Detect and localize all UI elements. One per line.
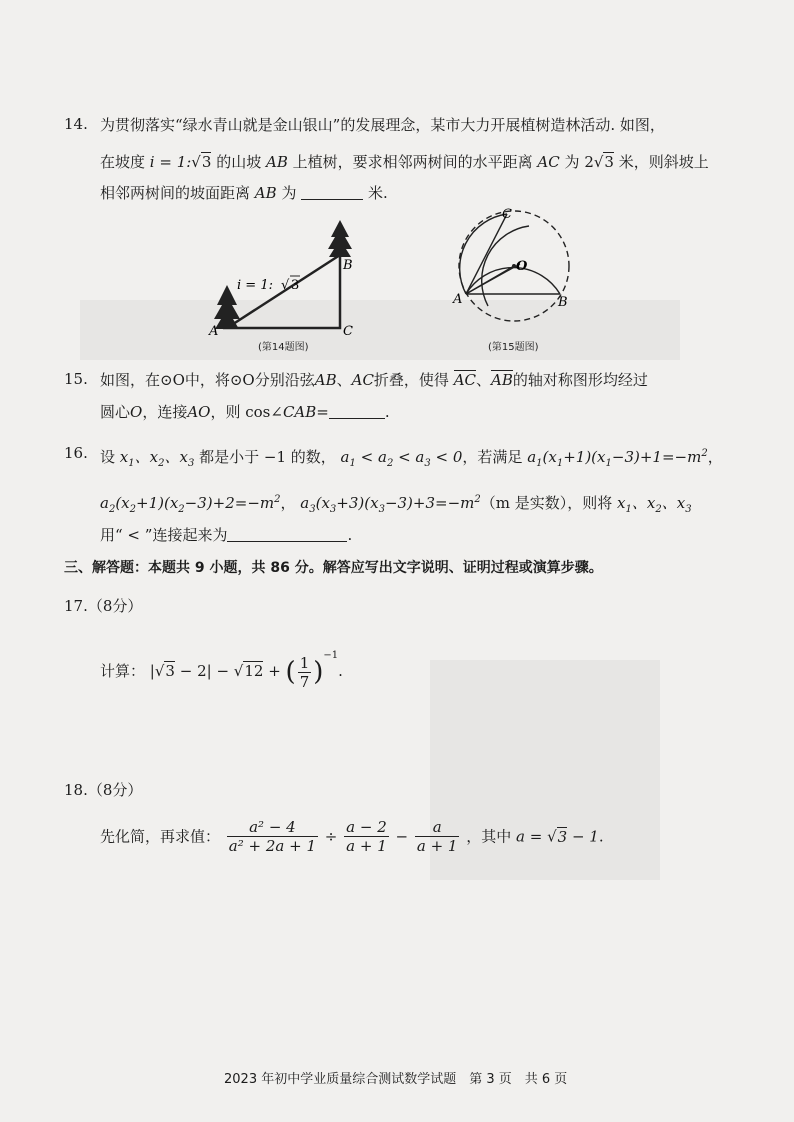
variables-x: $x_1$、$x_2$、$x_3$ bbox=[119, 448, 195, 469]
arc-label: AC bbox=[453, 371, 477, 389]
answer-blank[interactable] bbox=[329, 402, 385, 419]
q15-text: 、 bbox=[476, 371, 492, 389]
figure-14-caption: (第14题图) bbox=[258, 342, 309, 353]
q15-text: 折叠，使得 bbox=[373, 371, 449, 389]
q14-text: 上植树，要求相邻两树间的水平距离 bbox=[292, 153, 533, 171]
q15-text: = bbox=[316, 403, 329, 421]
point-O-label: O bbox=[516, 259, 528, 274]
question-16-line-2: $a_2(x_2+1)(x_2-3)+2=-m^2$， $a_3(x_3+3)(x_3-3)+3=-m^2(m$ 是实数），则将 $x_1$、$x_2$、$x_3$ bbox=[100, 494, 692, 515]
q18-text: ，其中 bbox=[466, 827, 512, 846]
slope-label: i = 1: bbox=[237, 278, 273, 293]
q15-text: 的轴对称图形均经过 bbox=[512, 371, 648, 389]
q14-text: 为 bbox=[564, 153, 580, 171]
question-15-line-1 bbox=[100, 370, 648, 390]
q14-text: 的山坡 bbox=[216, 153, 262, 171]
angle-label: CAB bbox=[282, 403, 317, 421]
arc-label: AB bbox=[491, 371, 513, 389]
question-17-expression: 计算： |√3 − 2| − √12 + ( $\frac{1}{7}$ )$^{-1}$. bbox=[100, 650, 343, 691]
equation-2: $a_2(x_2+1)(x_2-3)+2=-m^2$ bbox=[100, 494, 281, 515]
figure-15-caption: (第15题图) bbox=[488, 342, 539, 353]
sqrt-operand: 3 bbox=[201, 153, 212, 171]
question-14-line-2: 在坡度 i = 1:√3 的山坡 AB 上植树，要求相邻两树间的水平距离 AC 为 2√3 米，则斜坡上 bbox=[100, 153, 709, 171]
q16-text: 用“ < ”连接起来为 bbox=[100, 526, 228, 544]
figure-14-slope bbox=[205, 215, 365, 345]
point-B-label: B bbox=[558, 295, 568, 310]
question-15-line-2 bbox=[100, 402, 390, 422]
q16-text: 都是小于 −1 的数， bbox=[199, 448, 336, 466]
q16-text: ，若满足 bbox=[462, 448, 523, 466]
point-C-label: C bbox=[343, 324, 353, 339]
q16-text: 设 bbox=[100, 448, 116, 466]
answer-blank[interactable] bbox=[227, 525, 347, 542]
segment-label: AC bbox=[537, 153, 560, 171]
q14-text: 相邻两树间的坡面距离 bbox=[100, 184, 251, 202]
slope-sqrt-operand: 3 bbox=[291, 278, 300, 293]
point-label: O bbox=[130, 403, 143, 421]
variables-x: $x_1$、$x_2$、$x_3$ bbox=[617, 494, 692, 515]
coefficient: 2 bbox=[584, 153, 594, 171]
question-14-number: 14. bbox=[64, 115, 88, 133]
sqrt-operand: 3 bbox=[604, 153, 614, 171]
q16-text: . bbox=[347, 526, 353, 544]
chord-label: AB bbox=[314, 371, 337, 389]
q14-text: 米. bbox=[368, 184, 388, 202]
q16-text: （m 是实数），则将 bbox=[480, 494, 613, 512]
q17-text: . bbox=[338, 662, 343, 680]
question-15-number: 15. bbox=[64, 370, 88, 388]
inequality-a: $a_1 < a_2 < a_3 < 0$ bbox=[340, 448, 463, 469]
equation-3: $a_3(x_3+3)(x_3-3)+3=-m^2$ bbox=[300, 494, 481, 515]
point-B-label: B bbox=[343, 258, 353, 273]
point-C-label: C bbox=[502, 207, 512, 222]
q15-text: . bbox=[384, 403, 390, 421]
question-14-line-1 bbox=[100, 115, 665, 135]
fraction-3: $\frac{a}{a + 1}$ bbox=[416, 818, 458, 855]
point-A-label: A bbox=[209, 324, 219, 339]
section-3-heading: 三、解答题：本题共 9 小题，共 86 分。解答应写出文字说明、证明过程或演算步骤。 bbox=[64, 560, 603, 576]
question-16-line-1: 设 $x_1$、$x_2$、$x_3$ 都是小于 −1 的数， $a_1 < a_2 < a_3 < 0$，若满足 $a_1(x_1+1)(x_1-3)+1=-m^2$， bbox=[100, 448, 723, 469]
question-17-number: 17.（8分） bbox=[64, 597, 143, 615]
q15-text: 圆心 bbox=[100, 403, 131, 421]
slope-radical: √ bbox=[281, 278, 290, 293]
segment-label: AB bbox=[254, 184, 277, 202]
exponent: −1 bbox=[323, 650, 339, 661]
answer-blank[interactable] bbox=[301, 183, 363, 200]
q14-text: 为贯彻落实“绿水青山就是金山银山”的发展理念，某市大力开展植树造林活动. 如图， bbox=[100, 116, 665, 134]
q18-text: . bbox=[598, 827, 604, 846]
segment-label: AB bbox=[265, 153, 288, 171]
fraction-1: $\frac{\text{a² − 4}}{\text{a² + 2a + 1}}$ bbox=[228, 818, 316, 855]
question-16-line-3 bbox=[100, 525, 352, 545]
q15-text: ，则 cos∠ bbox=[210, 403, 283, 421]
q15-text: ，连接 bbox=[142, 403, 188, 421]
chord-label: AC bbox=[351, 371, 374, 389]
value-a: a = √3 − 1 bbox=[516, 827, 599, 846]
q18-label: 先化简，再求值： bbox=[100, 827, 221, 846]
question-18-number: 18.（8分） bbox=[64, 781, 143, 799]
q14-text: 在坡度 bbox=[100, 153, 146, 171]
slope-ratio: i = 1: bbox=[149, 153, 192, 171]
question-16-number: 16. bbox=[64, 444, 88, 462]
q15-text: 、 bbox=[336, 371, 352, 389]
abs-expression: |√3 − 2| − √12 + bbox=[149, 662, 286, 680]
question-18-expression: 先化简，再求值： $\frac{\text{a² − 4}}{\text{a² + 2a + 1}}$ ÷ $\frac{a - 2}{a + 1}$ − $\frac{a}{a + 1}$ ，其中 a = √3 − 1. bbox=[100, 818, 604, 855]
bleed-through-area bbox=[80, 300, 680, 360]
fraction-2: $\frac{a - 2}{a + 1}$ bbox=[346, 818, 387, 855]
q15-text: 如图，在⊙O中，将⊙O分别沿弦 bbox=[100, 371, 315, 389]
q17-label: 计算： bbox=[100, 662, 146, 680]
segment-label: AO bbox=[187, 403, 211, 421]
q14-text: 米，则斜坡上 bbox=[618, 153, 709, 171]
page-footer: 2023 年初中学业质量综合测试数学试题 第 3 页 共 6 页 bbox=[224, 1072, 568, 1087]
equation-1: $a_1(x_1+1)(x_1-3)+1=-m^2$ bbox=[527, 448, 708, 469]
q14-text: 为 bbox=[281, 184, 297, 202]
point-A-label: A bbox=[453, 292, 463, 307]
fraction-one-seventh: $\frac{1}{7}$ bbox=[299, 653, 310, 691]
question-14-line-3 bbox=[100, 183, 388, 203]
tree-icon bbox=[328, 220, 352, 257]
figure-15-circle bbox=[448, 206, 578, 341]
